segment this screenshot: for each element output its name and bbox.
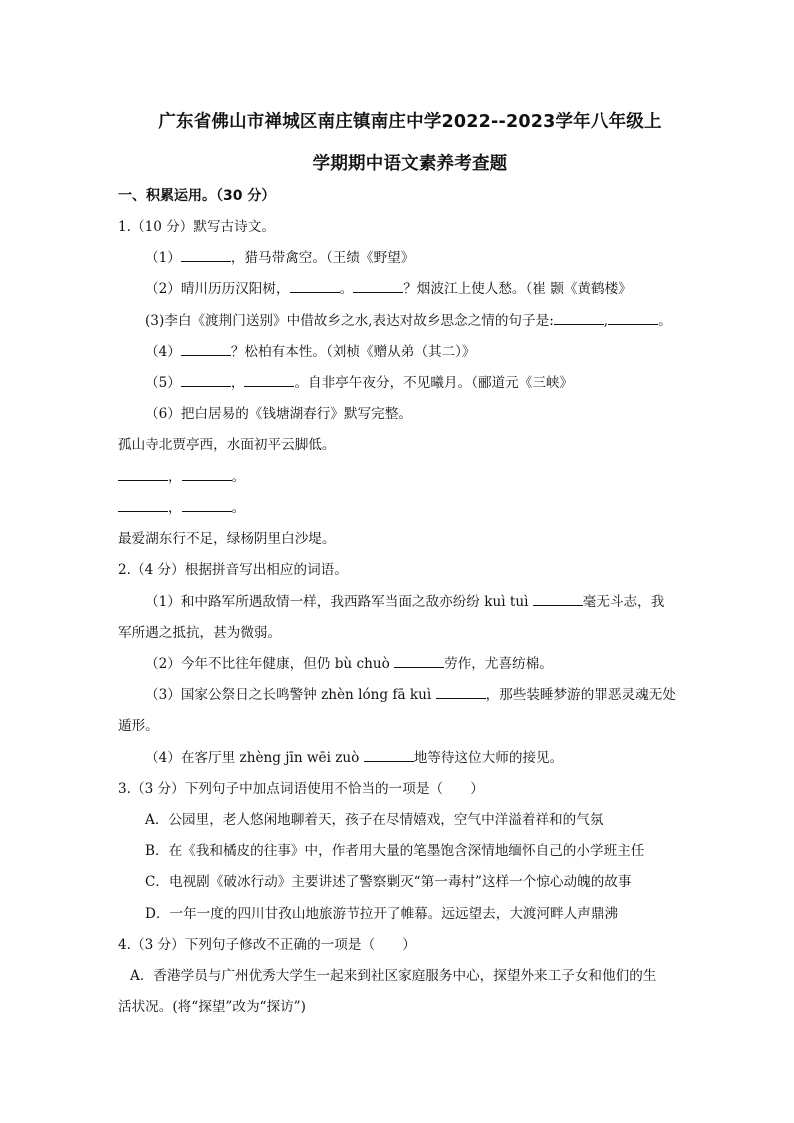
q2-item-3: （3）国家公祭日之长鸣警钟 zhèn lóng fā kuì ，那些装睡梦游的罪恶灵魂无处	[145, 687, 676, 703]
q2-item-4: （4）在客厅里 zhèng jīn wēi zuò 地等待这位大师的接见。	[145, 750, 564, 766]
answer-blank[interactable]	[182, 468, 232, 481]
q1-item-5: （5） ， 。自非亭午夜分，不见曦月。（郦道元《三峡》	[145, 375, 574, 391]
answer-blank[interactable]	[608, 312, 658, 325]
poem-blank-line-2: ， 。	[118, 499, 245, 517]
exam-title-line1: 广东省佛山市禅城区南庄镇南庄中学2022--2023学年八年级上	[158, 112, 662, 132]
q2-item-3-cont: 遁形。	[118, 718, 159, 734]
answer-blank[interactable]	[181, 249, 231, 262]
q1-item-4: （4） ？松柏有本性。（刘桢《赠从弟（其二）》	[145, 344, 476, 360]
answer-blank[interactable]	[436, 686, 486, 699]
answer-blank[interactable]	[181, 374, 231, 387]
q3-option-c[interactable]: C．电视剧《破冰行动》主要讲述了警察剿灭“第一毒村”这样一个惊心动魄的故事	[145, 874, 632, 890]
q3-option-b[interactable]: B．在《我和橘皮的往事》中，作者用大量的笔墨饱含深情地缅怀自己的小学班主任	[145, 843, 645, 859]
answer-blank[interactable]	[118, 499, 168, 512]
answer-blank[interactable]	[394, 655, 444, 668]
answer-blank[interactable]	[181, 343, 231, 356]
poem-last-line: 最爱湖东行不足，绿杨阴里白沙堤。	[118, 531, 336, 547]
exam-title-line2: 学期期中语文素养考查题	[312, 154, 508, 174]
answer-blank[interactable]	[554, 312, 604, 325]
answer-blank[interactable]	[353, 280, 403, 293]
q4-option-a-cont: 活状况。(将“探望”改为“探访”)	[118, 999, 306, 1015]
answer-blank[interactable]	[533, 593, 583, 606]
q2-item-1-cont: 军所遇之抵抗，甚为微弱。	[118, 625, 282, 641]
q1-item-1: （1） ，猎马带禽空。（王绩《野望》	[145, 250, 415, 266]
q2-item-2: （2）今年不比往年健康，但仍 bù chuò 劳作，尤喜纺棉。	[145, 656, 553, 672]
q1-item-2: （2）晴川历历汉阳树， 。 ？烟波江上使人愁。（崔 颢《黄鹤楼》	[145, 281, 632, 297]
q1-item-6: （6）把白居易的《钱塘湖春行》默写完整。	[145, 406, 412, 422]
poem-first-line: 孤山寺北贾亭西，水面初平云脚低。	[118, 437, 336, 453]
question-4-stem: 4.（3 分）下列句子修改不正确的一项是（ ）	[118, 937, 416, 953]
answer-blank[interactable]	[244, 374, 294, 387]
poem-blank-line-1: ， 。	[118, 468, 245, 486]
q1-item-3: (3)李白《渡荆门送别》中借故乡之水,表达对故乡思念之情的句子是: , 。	[145, 313, 672, 329]
answer-blank[interactable]	[364, 749, 414, 762]
question-3-stem: 3.（3 分）下列句子中加点词语使用不恰当的一项是（ ）	[118, 781, 484, 797]
q3-option-a[interactable]: A．公园里，老人悠闲地聊着天，孩子在尽情嬉戏，空气中洋溢着祥和的气氛	[145, 812, 604, 828]
answer-blank[interactable]	[118, 468, 168, 481]
answer-blank[interactable]	[182, 499, 232, 512]
answer-blank[interactable]	[290, 280, 340, 293]
q2-item-1: （1）和中路军所遇敌情一样，我西路军当面之敌亦纷纷 kuì tuì 毫无斗志，我	[145, 594, 665, 610]
q4-option-a[interactable]: A．香港学员与广州优秀大学生一起来到社区家庭服务中心，探望外来工子女和他们的生	[130, 968, 657, 984]
question-1-stem: 1.（10 分）默写古诗文。	[118, 219, 275, 235]
section-heading: 一、积累运用。（30 分）	[118, 188, 276, 204]
q3-option-d[interactable]: D．一年一度的四川甘孜山地旅游节拉开了帷幕。远远望去，大渡河畔人声鼎沸	[145, 906, 619, 922]
question-2-stem: 2.（4 分）根据拼音写出相应的词语。	[118, 562, 348, 578]
